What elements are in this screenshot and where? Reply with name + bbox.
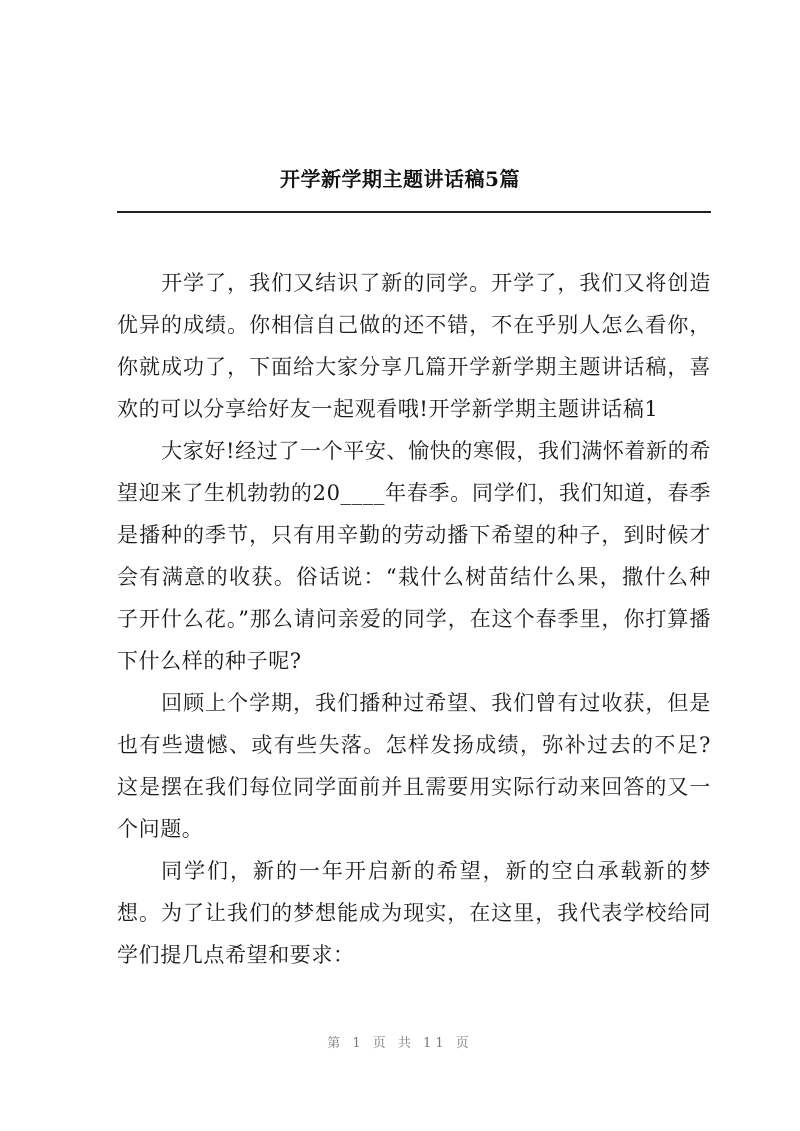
document-body [117,262,711,976]
paragraph: 同学们，新的一年开启新的希望，新的空白承载新的梦想。为了让我们的梦想能成为现实，在这里，我代表学校给同学们提几点希望和要求： [117,859,711,967]
document-title: 开学新学期主题讲话稿5篇 [280,167,520,191]
paragraph: 回顾上个学期，我们播种过希望、我们曾有过收获，但是也有些遗憾、或有些失落。怎样发扬成绩，弥补过去的不足?这是摆在我们每位同学面前并且需要用实际行动来回答的又一个问题。 [117,691,711,841]
page-footer: 第 1 页 共 11 页 [327,1036,473,1051]
paragraph: 大家好!经过了一个平安、愉快的寒假，我们满怀着新的希望迎来了生机勃勃的20____年春季。同学们，我们知道，春季是播种的季节，只有用辛勤的劳动播下希望的种子，到时候才会有满意的收获。俗话说：“栽什么树苗结什么果，撒什么种子开什么花。”那么请问亲爱的同学，在这个春季里，你打算播下什么样的种子呢? [117,439,711,673]
title-divider [117,211,711,213]
paragraph: 开学了，我们又结识了新的同学。开学了，我们又将创造优异的成绩。你相信自己做的还不错，不在乎别人怎么看你，你就成功了，下面给大家分享几篇开学新学期主题讲话稿，喜欢的可以分享给好友一起观看哦!开学新学期主题讲话稿1 [117,271,711,421]
